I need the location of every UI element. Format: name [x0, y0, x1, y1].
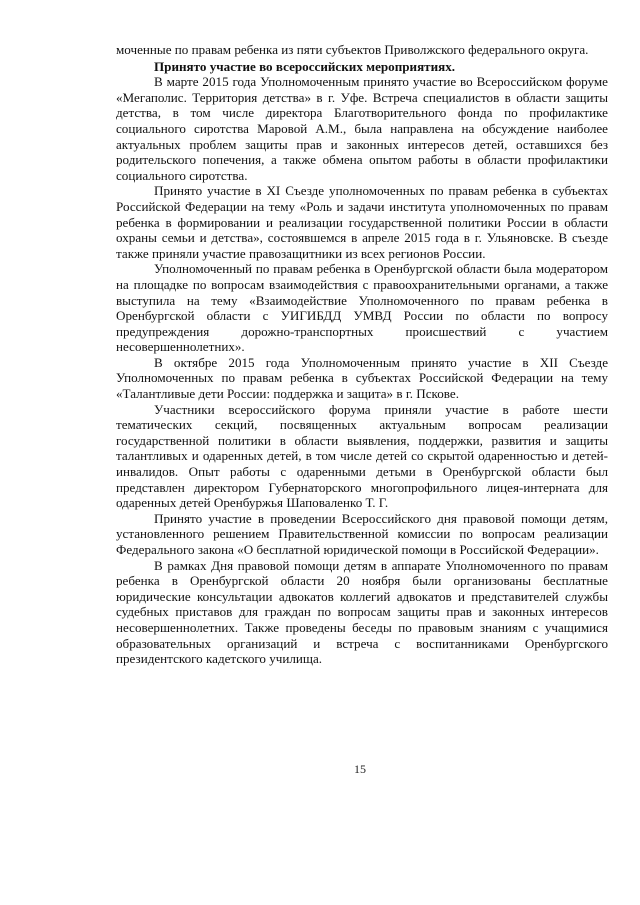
paragraph-legal-consultations: В рамках Дня правовой помощи детям в аппарате Уполномоченного по правам ребенка в Оренбургской области 20 ноября были организованы бесплатные юридические консультации адвокатов коллегий адвокатов и представителей службы судебных приставов для граждан по вопросам защиты прав и законных интересов несовершеннолетних. Также проведены беседы по правовым знаниям с учащимися образовательных организаций и встреча с воспитанниками Оренбургского президентского кадетского училища. — [116, 557, 608, 667]
continuation-paragraph: моченные по правам ребенка из пяти субъектов Приволжского федерального округа. — [116, 42, 589, 57]
document-body — [116, 42, 608, 667]
paragraph-xii-congress: В октябре 2015 года Уполномоченным принято участие в XII Съезде Уполномоченных по правам ребенка в субъектах Российской Федерации на тему «Талантливые дети России: поддержка и защита» в г. Пскове. — [116, 354, 608, 402]
paragraph-moderator: Уполномоченный по правам ребенка в Оренбургской области была модератором на площадке по вопросам взаимодействия с правоохранительными органами, а также выступила на тему «Взаимодействие Уполномоченного по правам ребенка в Оренбургской области с УИГИБДД УМВД России по области по вопросу предупреждения дорожно-транспортных происшествий с участием несовершеннолетних». — [116, 261, 608, 355]
paragraph-xi-congress: Принято участие в XI Съезде уполномоченных по правам ребенка в субъектах Российской Федерации на тему «Роль и задачи института уполномоченных по правам ребенка в формировании и реализации государственной политики России в области охраны семьи и детства», состоявшемся в апреле 2015 года в г. Ульяновске. В съезде также приняли участие правозащитники из всех регионов России. — [116, 183, 608, 261]
paragraph-forum-sections: Участники всероссийского форума приняли участие в работе шести тематических секций, посвященных актуальным вопросам реализации государственной политики в области выявления, поддержки, развития и защиты талантливых и одаренных детей, в том числе детей со скрытой одаренностью и детей-инвалидов. Опыт работы с одаренными детьми в Оренбургской области был представлен директором Губернаторского многопрофильного лицея-интерната для одаренных детей Оренбуржья Шаповаленко Т. Г. — [116, 401, 608, 511]
paragraph-legal-aid-day: Принято участие в проведении Всероссийского дня правовой помощи детям, установленного решением Правительственной комиссии по вопросам реализации Федерального закона «О бесплатной юридической помощи в Российской Федерации». — [116, 510, 608, 557]
section-heading: Принято участие во всероссийских мероприятиях. — [154, 58, 456, 74]
page-number: 15 — [354, 762, 366, 776]
paragraph-megapolis-forum: В марте 2015 года Уполномоченным принято участие во Всероссийском форуме «Мегаполис. Территория детства» в г. Уфе. Встреча специалистов в области защиты детства, в том числе директора Благотворительного фонда по профилактике социального сиротства Маровой А.М., была направлена на обсуждение наиболее актуальных проблем защиты прав и законных интересов детей, оставшихся без родительского попечения, а также обмена опытом работы в области профилактики социального сиротства. — [116, 74, 608, 183]
